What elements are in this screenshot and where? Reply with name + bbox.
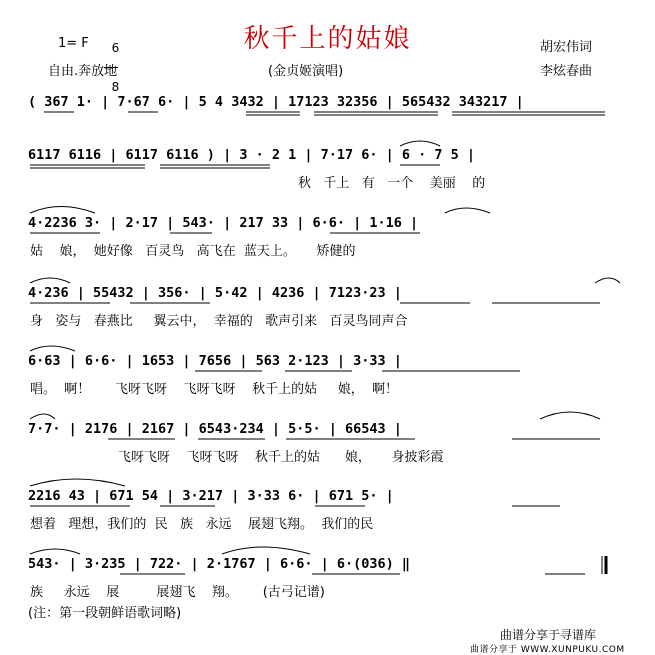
score-line-6-lyrics: 飞呀飞呀 飞呀飞呀 秋千上的姑 娘， 身披彩霞 (118, 450, 444, 465)
score-line-4-music: 4·236 | 55432 | 356· | 5·42 | 4236 | 7123·23 | (28, 285, 402, 301)
score-line-4-lyrics: 身 姿与 春燕比 翼云中， 幸福的 歌声引来 百灵鸟同声合 (30, 314, 408, 329)
song-title: 秋千上的姑娘 (243, 24, 412, 54)
score-line-3-music: 4·2236 3· | 2·17 | 543· | 217 33 | 6·6· | 1·16 | (28, 215, 419, 231)
score-line-6-music: 7·7· | 2176 | 2167 | 6543·234 | 5·5· | 66543 | (28, 421, 402, 437)
footer-url: 曲谱分享于 WWW.XUNPUKU.COM (470, 645, 625, 655)
footnote: (注：第一段朝鲜语歌词略) (28, 606, 182, 621)
composer: 李炫春曲 (540, 64, 593, 79)
score-line-2-music: 6117 6116 | 6117 6116 ) | 3 · 2 1 | 7·17 6· | 6 · 7 5 | (28, 147, 476, 163)
score-line-5-lyrics: 唱。 啊！ 飞呀飞呀 飞呀飞呀 秋千上的姑 娘， 啊！ (30, 382, 399, 397)
score-line-1-music: ( 367 1· | 7·67 6· | 5 4 3432 | 17123 32356 | 565432 343217 | (28, 94, 524, 110)
meter-top: 6 (111, 41, 120, 55)
score-line-7-lyrics: 想着 理想，我们的 民 族 永远 展翅飞翔。 我们的民 (30, 517, 374, 532)
score-line-3-lyrics: 姑 娘， 她好像 百灵鸟 高飞在 蓝天上。 矫健的 (30, 244, 356, 259)
lyricist: 胡宏伟词 (540, 40, 593, 55)
meter-bottom: 8 (111, 80, 120, 94)
score-line-5-music: 6·63 | 6·6· | 1653 | 7656 | 563 2·123 | 3·33 | (28, 353, 402, 369)
final-barline (602, 556, 606, 574)
score-line-7-music: 2216 43 | 671 54 | 3·217 | 3·33 6· | 671 5· | (28, 488, 394, 504)
score-line-2-lyrics: 秋 千上 有 一个 美丽 的 (298, 176, 486, 191)
tie-arcs (30, 141, 620, 554)
beam-lines (30, 112, 605, 574)
score-line-8-lyrics: 族 永远 展 展翅飞 翔。 (古弓记谱) (30, 585, 325, 600)
footer-credit: 曲谱分享于寻谱库 (500, 628, 597, 642)
tempo-marking: 自由.奔放地 (48, 64, 118, 79)
key-signature: 1= F (58, 36, 89, 51)
performer: (金贞姬演唱) (268, 64, 344, 79)
score-line-8-music: 543· | 3·235 | 722· | 2·1767 | 6·6· | 6·(036) ‖ (28, 556, 411, 572)
